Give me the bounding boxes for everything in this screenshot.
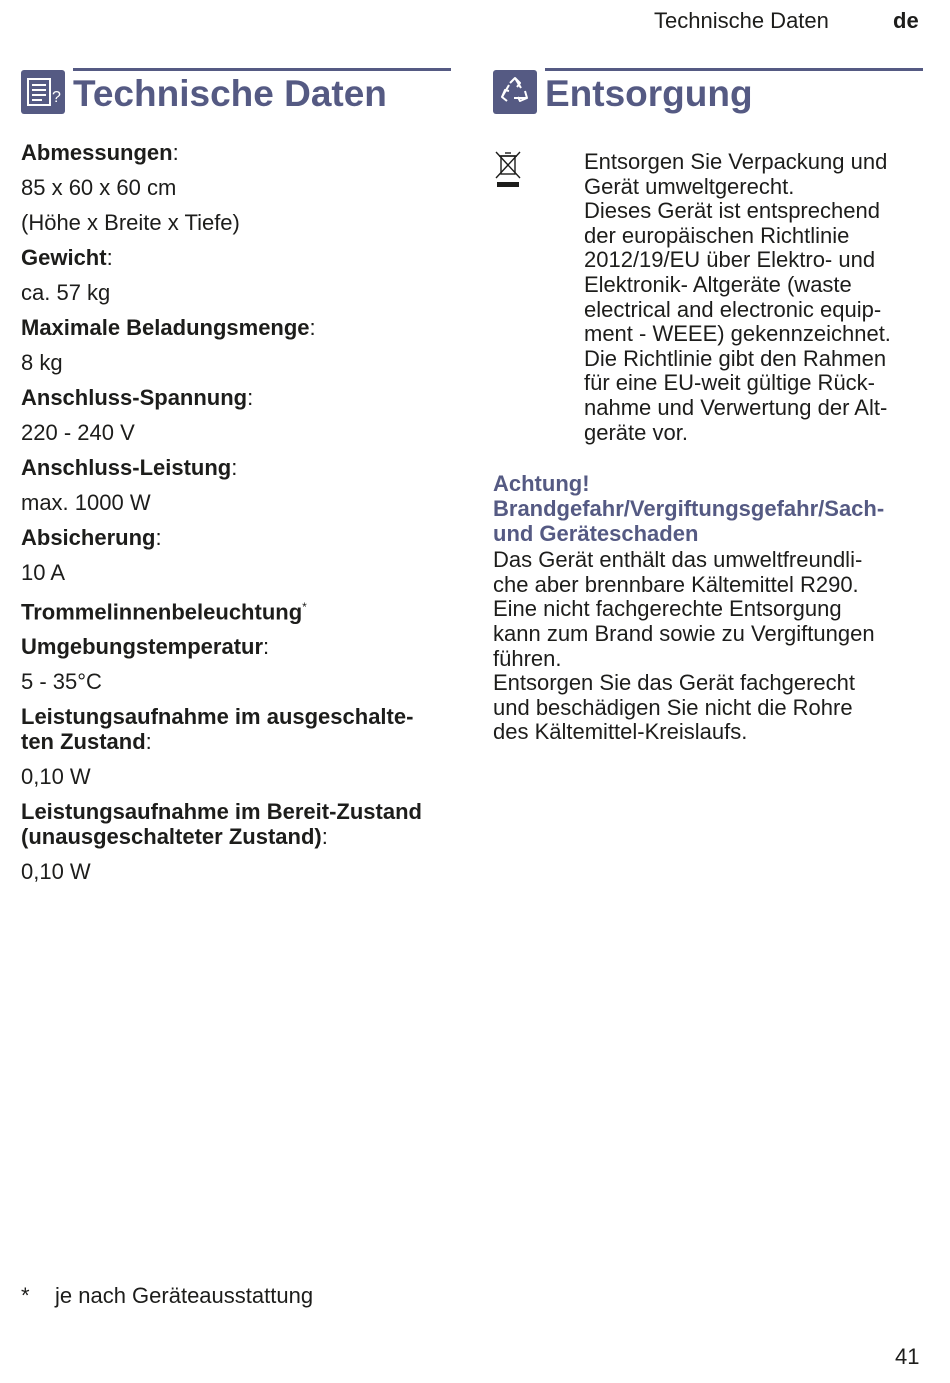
spec-label (21, 587, 451, 626)
recycling-icon (493, 70, 537, 114)
crossed-out-bin-icon (493, 150, 523, 190)
footnote (21, 1283, 313, 1309)
spec-label: Leistungsaufnahme im Bereit-Zustand (unausgeschalteter Zustand): (21, 799, 422, 850)
heading-rule (73, 68, 451, 71)
spec-value: ca. 57 kg (21, 280, 111, 305)
spec-label-line: Gewicht (21, 245, 107, 270)
svg-text:?: ? (52, 89, 61, 106)
running-header-title: Technische Daten (654, 8, 829, 33)
spec-label-line: ten Zustand (21, 729, 146, 755)
disposal-block (493, 150, 923, 445)
warning-block (493, 471, 923, 745)
spec-label: Anschluss-Leistung: (21, 455, 238, 480)
warning-text: Das Gerät enthält das umweltfreundli- che aber brennbare Kältemittel R290. Eine nicht fachgerechte Entsorgung kann zum Brand sowie zu Vergiftungen führen. Entsorgen Sie das Gerät fachgerecht und beschädigen Sie nicht die Rohre des Kältemittel-Kreislaufs. (493, 547, 875, 745)
spec-label: Leistungsaufnahme im ausgeschalte- ten Zustand: (21, 704, 414, 755)
warning-subtitle: Brandgefahr/Vergiftungsgefahr/Sach- und Geräteschaden (493, 496, 885, 547)
spec-value: 8 kg (21, 350, 63, 375)
spec-label: Gewicht: (21, 245, 113, 270)
spec-label-line: Trommelinnenbeleuchtung (21, 599, 303, 625)
language-code: de (893, 8, 919, 33)
spec-label: Absicherung: (21, 525, 162, 550)
technical-data-title: Technische Daten (73, 73, 387, 114)
spec-label: Maximale Beladungsmenge: (21, 315, 316, 340)
spec-label-line: Leistungsaufnahme im Bereit-Zustand (21, 799, 422, 825)
spec-value: 10 A (21, 560, 66, 585)
spec-label: Abmessungen: (21, 140, 179, 165)
spec-value: 85 x 60 x 60 cm (21, 175, 177, 200)
spec-value: max. 1000 W (21, 490, 151, 515)
spec-label-line: Leistungsaufnahme im ausgeschalte- (21, 704, 414, 730)
disposal-text: Entsorgen Sie Verpackung und Gerät umweltgerecht. Dieses Gerät ist entsprechend der europäischen Richtlinie 2012/19/EU über Elektro- und Elektronik- Altgeräte (waste electrical and electronic equip- ment - WEEE) gekennzeichnet. Die Richtlinie gibt den Rahmen für eine EU-weit gültige Rück- nahme und Verwertung der Alt- geräte vor. (584, 149, 891, 445)
spec-label-line: Absicherung (21, 525, 156, 550)
heading-rule (545, 68, 923, 71)
footnote-text: je nach Geräteausstattung (55, 1283, 314, 1308)
warning-title: Achtung! (493, 471, 590, 497)
spec-label-line: Abmessungen (21, 140, 173, 165)
spec-label-line: Umgebungstemperatur (21, 634, 264, 660)
spec-list (21, 132, 451, 886)
spec-label-line: Maximale Beladungsmenge (21, 315, 310, 340)
footnote-ref: * (302, 600, 307, 614)
spec-value: 0,10 W (21, 859, 91, 885)
manual-question-icon (21, 70, 65, 114)
technical-data-heading (21, 68, 451, 124)
spec-value: (Höhe x Breite x Tiefe) (21, 210, 240, 235)
page-number: 41 (895, 1344, 920, 1369)
disposal-column (493, 68, 923, 745)
disposal-heading (493, 68, 923, 124)
technical-data-column (21, 68, 451, 886)
footnote-marker: * (21, 1283, 30, 1308)
spec-label: Umgebungstemperatur: (21, 634, 270, 660)
disposal-title: Entsorgung (545, 73, 753, 114)
spec-label-line: Anschluss-Leistung (21, 455, 232, 480)
spec-label: Anschluss-Spannung: (21, 385, 254, 410)
spec-value: 0,10 W (21, 764, 91, 790)
spec-label-line: Anschluss-Spannung (21, 385, 248, 410)
spec-value: 220 - 240 V (21, 420, 135, 445)
spec-label-line: (unausgeschalteter Zustand) (21, 824, 322, 850)
spec-value: 5 - 35°C (21, 669, 102, 695)
